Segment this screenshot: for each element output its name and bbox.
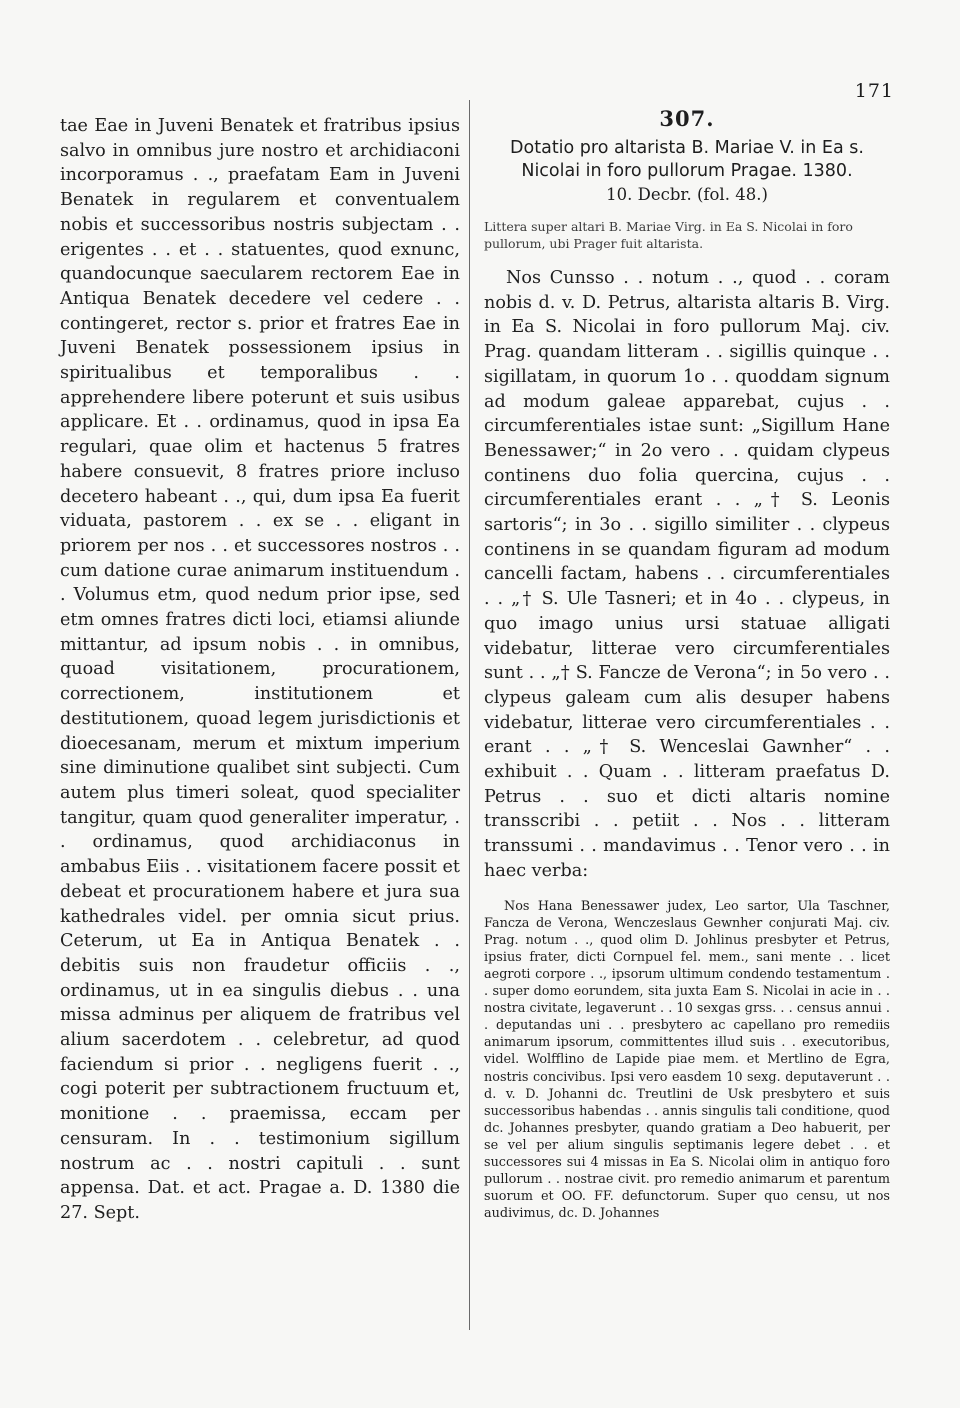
document-title-line-1: Dotatio pro altarista B. Mariae V. in Ea s. bbox=[510, 138, 864, 158]
document-date: 10. Decbr. (fol. 48.) bbox=[606, 185, 768, 204]
left-column bbox=[60, 114, 460, 1226]
column-divider bbox=[469, 100, 470, 1330]
document-title-line-2: Nicolai in foro pullorum Pragae. 1380. bbox=[521, 161, 853, 181]
inserted-charter-paragraph: Nos Hana Benessawer judex, Leo sartor, Ula Taschner, Fancza de Verona, Wenczeslaus Gewnher conjurati Maj. civ. Prag. notum . ., quod olim D. Johlinus presbyter et Petrus, ipsius frater, dicti Cornpuel fel. mem., sani mente . . licet aegroti corpore . ., ipsorum ultimum condendo testamentum . . super domo eorundem, sita juxta Eam S. Nicolai in acie in . . nostra civitate, legaverunt . . 10 sexgas grss. . . census annui . . deputandas uni . . presbytero ac capellano pro remediis animarum ipsorum, committentes illud suis . . executoribus, videl. Wolfflino de Lapide piae mem. et Mertlino de Egra, nostris concivibus. Ipsi vero easdem 10 sexg. deputaverunt . . d. v. D. Johanni dc. Treutlini de Usk presbytero et suis successoribus habendas . . annis singulis tali conditione, quod dc. Johannes presbyter, quando gratiam a Deo habuerit, per se vel per alium singulis septimanis legere debet . . et successores sui 4 missas in Ea S. Nicolai olim in antiquo foro pullorum . . nostrae civit. pro remedio animarum et parentum suorum et OO. FF. defunctorum. Super quo censu, ut nos audivimus, dc. D. Johannes bbox=[484, 898, 890, 1222]
main-text-paragraph: Nos Cunsso . . notum . ., quod . . coram nobis d. v. D. Petrus, altarista altaris B. Virg. in Ea S. Nicolai in foro pullorum Maj. civ. Prag. quandam litteram . . sigillis quinque . . sigillatam, in quorum 1o . . quoddam signum ad modum galeae apparebat, cujus . . circumferentiales istae sunt: „Sigillum Hane Benessawer;“ in 2o vero . . quidam clypeus continens duo folia quercina, cujus . . circumferentiales erant . . „† S. Leonis sartoris“; in 3o . . sigillo similiter . . clypeus continens in se quandam figuram ad modum cancelli factam, habens . . circumferentiales . . „† S. Ule Tasneri; et in 4o . . clypeus, in quo imago unius ursi statuae alligati videbatur, litterae vero circumferentiales sunt . . „† S. Fancze de Verona“; in 5o vero . . clypeus galeam cum alis desuper habens videbatur, litterae vero circumferentiales . . erant . . „† S. Wenceslai Gawnher“ . . exhibuit . . Quam . . litteram praefatus D. Petrus . . suo et dicti altaris nomine transscribi . . petiit . . Nos . . litteram transsumi . . mandavimus . . Tenor vero . . in haec verba: bbox=[484, 268, 890, 881]
document-main-text bbox=[484, 266, 890, 884]
document-note: Littera super altari B. Mariae Virg. in Ea S. Nicolai in foro pullorum, ubi Prager fuit altarista. bbox=[484, 219, 853, 251]
right-column bbox=[484, 106, 890, 1222]
document-number: 307. bbox=[659, 106, 715, 131]
left-column-text: tae Eae in Juveni Benatek et fratribus ipsius salvo in omnibus jure nostro et archidiaconi incorporamus . ., praefatam Eam in Juveni Benatek in regularem et conventualem nobis et successoribus nostris subjectam . . erigentes . . et . . statuentes, quod exnunc, quandocunque saecularem rectorem Eae in Antiqua Benatek decedere vel cedere . . contingeret, rector s. prior et fratres Eae in Juveni Benatek possessionem ipsius in spiritualibus et temporalibus . . apprehendere libere poterunt et suis usibus applicare. Et . . ordinamus, quod in ipsa Ea regulari, quae olim et hactenus 5 fratres habere consuevit, 8 fratres priore incluso decetero habeant . ., qui, dum ipsa Ea fuerit viduata, pastorem . . ex se . . eligant in priorem per nos . . et successores nostros . . cum datione curae animarum instituendum . . Volumus etm, quod nedum prior ipse, sed etm omnes fratres dicti loci, etiamsi aliunde mittantur, ad ipsum nobis . . in omnibus, quoad visitationem, procurationem, correctionem, institutionem et destitutionem, quoad legem jurisdictionis et dioecesanam, merum et mixtum imperium sine diminutione qualibet sint subjecti. Cum autem plus timeri soleat, quod specialiter tangitur, quam quod generaliter imperatur, . . ordinamus, quod archidiaconus in ambabus Eiis . . visitationem facere possit et debeat et procurationem habere et jura sua kathedrales videl. per omnia sicut prius. Ceterum, ut Ea in Antiqua Benatek . . debitis suis non fraudetur officiis . ., ordinamus, ut in ea singulis diebus . . una missa adminus per aliquem de fratribus vel alium sacerdotem . . celebretur, ad quod faciendum si prior . . negligens fuerit . ., cogi poterit per subtractionem fructuum et, monitione . . praemissa, eccam per censuram. In . . testimonium sigillum nostrum ac . . nostri capituli . . sunt appensa. Dat. et act. Pragae a. D. 1380 die 27. Sept. bbox=[60, 116, 460, 1223]
page-number: 171 bbox=[854, 80, 894, 102]
document-inserted-charter bbox=[484, 898, 890, 1223]
